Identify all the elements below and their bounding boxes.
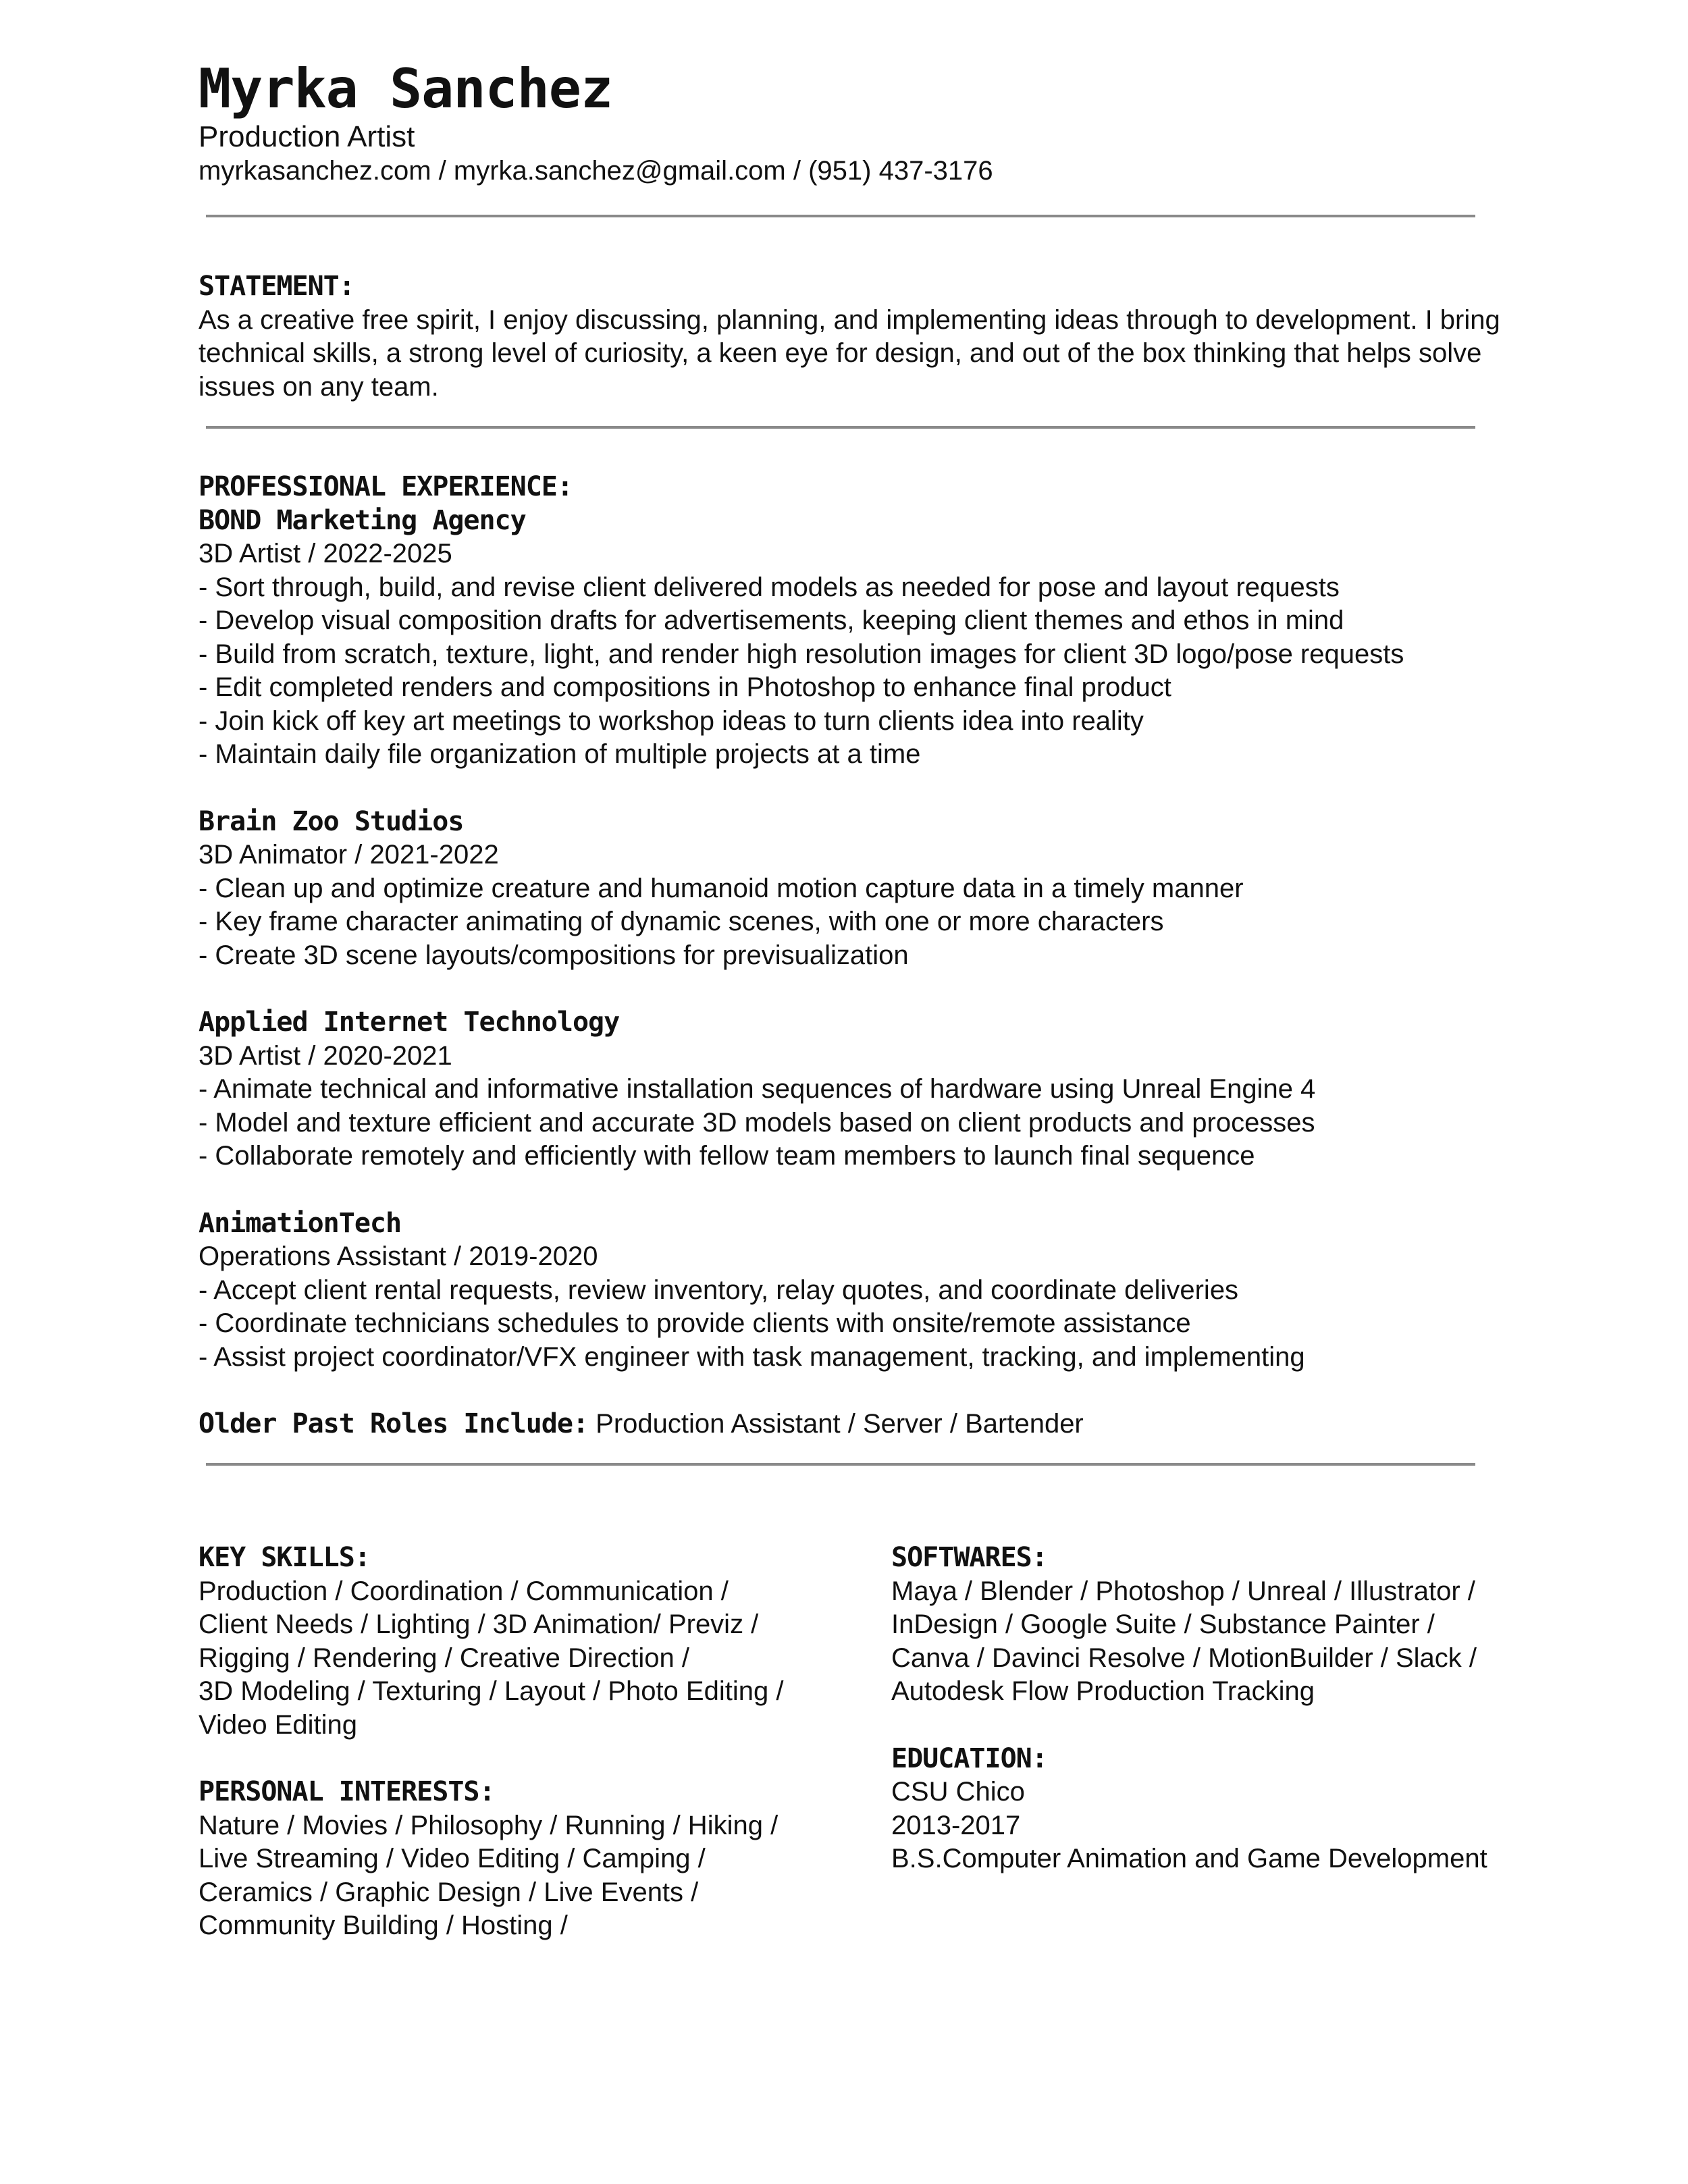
left-column <box>199 1541 860 1943</box>
job-bullet: - Build from scratch, texture, light, and render high resolution images for client 3D logo/pose requests <box>199 639 1404 669</box>
job-bullet: - Join kick off key art meetings to workshop ideas to turn clients idea into reality <box>199 705 1144 736</box>
education-line: B.S.Computer Animation and Game Development <box>891 1844 1487 1873</box>
statement-line: issues on any team. <box>199 371 439 402</box>
skill-line: 3D Modeling / Texturing / Layout / Photo Editing / <box>199 1676 784 1706</box>
contact-line: myrkasanchez.com / myrka.sanchez@gmail.com / (951) 437-3176 <box>199 156 993 186</box>
personal-interests-heading: PERSONAL INTERESTS: <box>199 1776 495 1807</box>
divider <box>206 1463 1475 1466</box>
job-bullet: - Create 3D scene layouts/compositions for previsualization <box>199 940 909 970</box>
experience-section <box>199 471 1495 1441</box>
divider <box>206 215 1475 217</box>
statement-heading: STATEMENT: <box>199 271 354 302</box>
job-bullet: - Animate technical and informative installation sequences of hardware using Unreal Engine 4 <box>199 1074 1316 1104</box>
job-bullet: - Key frame character animating of dynamic scenes, with one or more characters <box>199 907 1164 936</box>
statement-line: technical skills, a strong level of curiosity, a keen eye for design, and out of the box thinking that helps solve <box>199 338 1482 368</box>
education-line: CSU Chico <box>891 1777 1025 1807</box>
job-bullet: - Accept client rental requests, review inventory, relay quotes, and coordinate deliveries <box>199 1275 1239 1305</box>
job-bullet: - Develop visual composition drafts for advertisements, keeping client themes and ethos in mind <box>199 606 1344 635</box>
company-name: Applied Internet Technology <box>199 1007 620 1038</box>
job-role: Operations Assistant / 2019-2020 <box>199 1242 598 1271</box>
candidate-name: Myrka Sanchez <box>199 57 613 120</box>
statement-line: As a creative free spirit, I enjoy discussing, planning, and implementing ideas through to development. I bring <box>199 304 1500 335</box>
job-bullet: - Collaborate remotely and efficiently with fellow team members to launch final sequence <box>199 1141 1255 1171</box>
education-section <box>891 1742 1499 1876</box>
interest-line: Community Building / Hosting / <box>199 1911 568 1940</box>
job-entry <box>199 1207 1495 1375</box>
company-name: Brain Zoo Studios <box>199 805 464 837</box>
key-skills-section <box>199 1541 860 1742</box>
statement-section <box>199 270 1500 404</box>
job-bullet: - Coordinate technicians schedules to provide clients with onsite/remote assistance <box>199 1308 1191 1338</box>
right-column <box>891 1541 1499 1876</box>
skill-line: Client Needs / Lighting / 3D Animation/ Previz / <box>199 1609 759 1639</box>
key-skills-heading: KEY SKILLS: <box>199 1542 370 1573</box>
job-role: 3D Animator / 2021-2022 <box>199 840 499 870</box>
job-bullet: - Model and texture efficient and accurate 3D models based on client products and processes <box>199 1107 1315 1138</box>
software-line: Maya / Blender / Photoshop / Unreal / Illustrator / <box>891 1576 1475 1606</box>
interest-line: Live Streaming / Video Editing / Camping / <box>199 1844 706 1873</box>
softwares-section <box>891 1541 1499 1709</box>
skill-line: Rigging / Rendering / Creative Direction / <box>199 1643 690 1673</box>
skill-line: Video Editing <box>199 1709 357 1740</box>
skill-line: Production / Coordination / Communication / <box>199 1576 729 1606</box>
education-heading: EDUCATION: <box>891 1742 1047 1774</box>
interest-line: Nature / Movies / Philosophy / Running / Hiking / <box>199 1810 779 1840</box>
job-role: 3D Artist / 2020-2021 <box>199 1040 452 1071</box>
job-bullet: - Sort through, build, and revise client delivered models as needed for pose and layout requests <box>199 572 1340 602</box>
older-roles <box>199 1408 1495 1441</box>
personal-interests-section <box>199 1776 860 1943</box>
softwares-heading: SOFTWARES: <box>891 1542 1047 1573</box>
software-line: Autodesk Flow Production Tracking <box>891 1676 1315 1706</box>
interest-line: Ceramics / Graphic Design / Live Events / <box>199 1877 699 1907</box>
job-bullet: - Assist project coordinator/VFX engineer with task management, tracking, and implementing <box>199 1341 1305 1372</box>
job-entry <box>199 504 1495 772</box>
job-entry <box>199 805 1495 973</box>
software-line: InDesign / Google Suite / Substance Painter / <box>891 1609 1435 1639</box>
education-line: 2013-2017 <box>891 1810 1021 1840</box>
job-entry <box>199 1006 1495 1173</box>
older-roles-value: Production Assistant / Server / Bartender <box>588 1409 1084 1439</box>
company-name: BOND Marketing Agency <box>199 504 526 536</box>
job-bullet: - Clean up and optimize creature and humanoid motion capture data in a timely manner <box>199 873 1244 903</box>
software-line: Canva / Davinci Resolve / MotionBuilder / Slack / <box>891 1643 1477 1673</box>
divider <box>206 426 1475 429</box>
company-name: AnimationTech <box>199 1207 402 1239</box>
experience-heading: PROFESSIONAL EXPERIENCE: <box>199 471 573 502</box>
job-bullet: - Edit completed renders and compositions in Photoshop to enhance final product <box>199 672 1171 702</box>
older-roles-label: Older Past Roles Include: <box>199 1408 589 1439</box>
job-bullet: - Maintain daily file organization of multiple projects at a time <box>199 739 921 769</box>
candidate-title: Production Artist <box>199 120 415 153</box>
job-role: 3D Artist / 2022-2025 <box>199 539 452 568</box>
